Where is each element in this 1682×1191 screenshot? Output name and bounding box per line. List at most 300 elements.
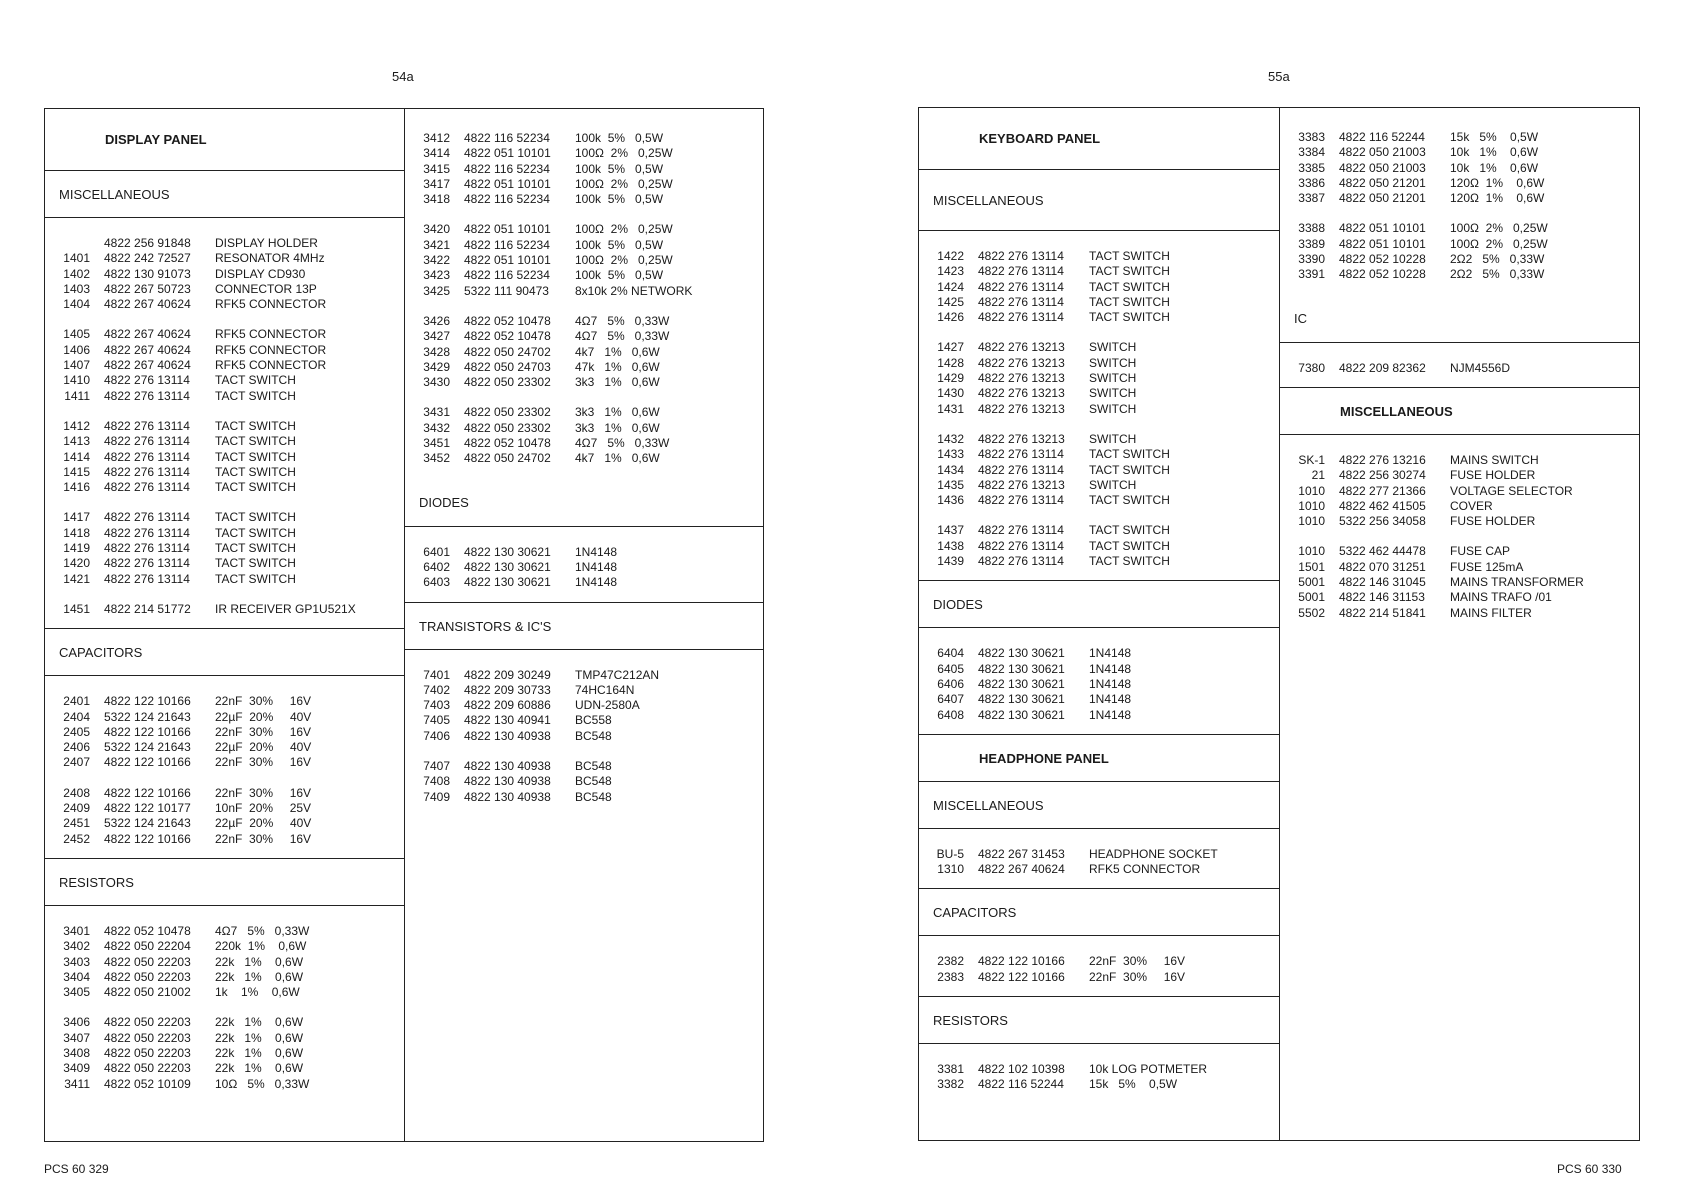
part-code: 4822 276 13114 (978, 554, 1064, 569)
part-row (45, 602, 404, 617)
part-row (919, 493, 1279, 508)
part-row (45, 434, 404, 449)
position-number: 3428 (423, 344, 450, 359)
part-description: 100Ω 2% 0,25W (575, 176, 673, 191)
part-code: 4822 130 30621 (464, 544, 551, 559)
part-code: 4822 214 51772 (104, 601, 191, 616)
position-number: 1424 (937, 279, 964, 294)
part-description: TACT SWITCH (215, 449, 296, 464)
part-description: TACT SWITCH (1089, 264, 1170, 279)
part-row (405, 545, 764, 560)
part-row (45, 572, 404, 587)
part-row (45, 267, 404, 282)
part-description: 1N4148 (575, 559, 618, 574)
part-description: TACT SWITCH (215, 434, 296, 449)
part-description: 100k 5% 0,5W (575, 131, 664, 145)
part-description: 1N4148 (575, 544, 618, 559)
part-row (1280, 221, 1640, 236)
position-number: 3452 (423, 451, 450, 466)
position-number: 1402 (63, 266, 90, 281)
part-description: SWITCH (1089, 355, 1137, 370)
position-number (45, 236, 90, 251)
part-row (45, 358, 404, 373)
part-code: 4822 052 10478 (104, 923, 191, 938)
part-code: 5322 462 44478 (1339, 544, 1426, 559)
position-number: 1437 (937, 523, 964, 538)
part-description: TACT SWITCH (1089, 279, 1170, 294)
part-code: 4822 050 22203 (104, 954, 191, 969)
part-description: BC558 (575, 713, 612, 728)
part-row (45, 556, 404, 571)
part-code: 4822 276 13114 (104, 418, 190, 433)
part-description: 10nF 20% 25V (215, 801, 312, 816)
part-code: 4822 050 22203 (104, 969, 191, 984)
part-code: 4822 050 23302 (464, 420, 551, 435)
part-description: TACT SWITCH (215, 418, 296, 433)
part-description: TACT SWITCH (1089, 493, 1170, 508)
part-row (1280, 267, 1640, 282)
part-row (919, 954, 1279, 969)
part-row (405, 131, 764, 146)
part-row (45, 1046, 404, 1061)
part-row (919, 646, 1279, 661)
part-row (919, 310, 1279, 325)
part-code: 4822 276 13114 (978, 279, 1064, 294)
part-description: 22nF 30% 16V (215, 831, 312, 846)
part-code: 4822 051 10101 (1339, 236, 1426, 251)
position-number: 3383 (1298, 130, 1325, 144)
section-header: MISCELLANEOUS (919, 169, 1279, 231)
position-number: 2382 (937, 954, 964, 969)
part-code: 4822 276 13114 (978, 294, 1064, 309)
section-body (919, 829, 1279, 890)
part-code: 4822 214 51841 (1339, 605, 1426, 620)
part-code: 4822 462 41505 (1339, 498, 1426, 513)
part-code: 4822 122 10166 (978, 954, 1065, 969)
part-row (45, 939, 404, 954)
part-description: 100k 5% 0,5W (575, 237, 664, 252)
section-header: RESISTORS (919, 996, 1279, 1044)
position-number: 1425 (937, 294, 964, 309)
position-number: 2452 (63, 831, 90, 846)
page-number-left: 54a (392, 69, 414, 84)
position-number: 1405 (63, 327, 90, 342)
left-page-column-1 (45, 109, 404, 1141)
part-code: 4822 122 10166 (104, 755, 191, 770)
part-description: DISPLAY HOLDER (215, 236, 318, 250)
position-number: 2409 (63, 801, 90, 816)
part-row (1280, 544, 1640, 559)
section-header: DISPLAY PANEL (45, 109, 404, 171)
position-number: 3422 (423, 253, 450, 268)
position-number: 1010 (1298, 514, 1325, 529)
part-code: 4822 276 13114 (978, 310, 1064, 325)
part-row (405, 683, 764, 698)
part-description: BC548 (575, 774, 612, 789)
part-description: TACT SWITCH (215, 388, 296, 403)
position-number: 1423 (937, 264, 964, 279)
part-code: 4822 276 13114 (104, 449, 190, 464)
part-code: 4822 122 10166 (978, 969, 1065, 984)
part-row (1280, 560, 1640, 575)
part-code: 4822 052 10478 (464, 329, 551, 344)
parts-group (919, 954, 1279, 985)
parts-group (405, 668, 764, 744)
part-row (45, 924, 404, 939)
part-description: 120Ω 1% 0,6W (1450, 191, 1545, 206)
part-description: SWITCH (1089, 431, 1137, 446)
part-code: 4822 276 13213 (978, 355, 1065, 370)
part-description: 100k 5% 0,5W (575, 268, 664, 283)
part-code: 4822 050 21201 (1339, 191, 1426, 206)
section-header: MISCELLANEOUS (919, 781, 1279, 829)
position-number: 3429 (423, 359, 450, 374)
part-code: 4822 276 13213 (978, 477, 1065, 492)
position-number: 1428 (937, 355, 964, 370)
part-code: 4822 050 22203 (104, 1061, 191, 1076)
footer-left: PCS 60 329 (44, 1162, 109, 1176)
part-row (919, 249, 1279, 264)
position-number: 3425 (423, 283, 450, 298)
part-row (919, 1077, 1279, 1092)
part-row (405, 284, 764, 299)
part-row (405, 177, 764, 192)
part-code: 4822 276 13114 (104, 464, 190, 479)
part-description: NJM4556D (1450, 360, 1511, 375)
section-body (45, 218, 404, 629)
position-number: 6406 (937, 676, 964, 691)
part-row (405, 759, 764, 774)
position-number: 3411 (64, 1076, 90, 1091)
section-body (919, 628, 1279, 734)
part-code: 4822 276 13114 (104, 510, 190, 525)
part-code: 4822 276 13213 (978, 431, 1065, 446)
part-description: RFK5 CONNECTOR (215, 342, 327, 357)
part-description: TACT SWITCH (1089, 249, 1170, 263)
part-code: 4822 130 30621 (978, 676, 1065, 691)
part-row (45, 236, 404, 251)
part-code: 5322 111 90473 (464, 283, 549, 298)
parts-group (1280, 221, 1640, 282)
part-row (405, 345, 764, 360)
part-row (45, 282, 404, 297)
part-code: 4822 267 31453 (978, 846, 1065, 861)
position-number: 1420 (63, 556, 90, 571)
position-number: BU-5 (936, 846, 964, 861)
section-body (405, 109, 764, 479)
parts-group (1280, 544, 1640, 620)
part-code: 4822 130 30621 (978, 692, 1065, 707)
part-code: 4822 130 40941 (464, 713, 551, 728)
position-number: 7409 (423, 789, 450, 804)
part-code: 5322 124 21643 (104, 816, 191, 831)
part-row (919, 402, 1279, 417)
position-number: 1435 (937, 477, 964, 492)
position-number: 1501 (1298, 559, 1325, 574)
section-header: IC (1280, 295, 1640, 343)
part-code: 4822 209 30733 (464, 682, 551, 697)
part-code: 4822 116 52234 (464, 161, 550, 176)
part-code: 4822 276 13114 (978, 447, 1064, 462)
parts-group (45, 419, 404, 495)
part-description: TACT SWITCH (1089, 538, 1170, 553)
part-code: 4822 276 13213 (978, 386, 1065, 401)
parts-list-page-left (44, 108, 764, 1142)
part-description: TACT SWITCH (1089, 523, 1170, 538)
part-row (405, 192, 764, 207)
part-description: FUSE 125mA (1450, 559, 1524, 574)
part-code: 4822 052 10478 (464, 436, 551, 451)
position-number: 1433 (937, 447, 964, 462)
parts-group (919, 249, 1279, 325)
part-description: FUSE HOLDER (1450, 514, 1536, 529)
part-code: 4822 050 22203 (104, 1015, 191, 1030)
part-row (1280, 145, 1640, 160)
part-description: VOLTAGE SELECTOR (1450, 483, 1573, 498)
part-code: 4822 256 91848 (104, 236, 191, 250)
part-row (405, 222, 764, 237)
part-description: 120Ω 1% 0,6W (1450, 175, 1545, 190)
part-description: 22nF 30% 16V (1089, 954, 1186, 969)
part-row (919, 356, 1279, 371)
part-row (405, 451, 764, 466)
part-row (1280, 453, 1640, 468)
part-row (919, 386, 1279, 401)
part-code: 4822 122 10166 (104, 831, 191, 846)
part-row (405, 668, 764, 683)
part-description: UDN-2580A (575, 698, 640, 713)
part-code: 4822 130 30621 (978, 707, 1065, 722)
position-number: 6405 (937, 661, 964, 676)
part-code: 4822 276 13216 (1339, 452, 1426, 467)
position-number: 3431 (423, 405, 450, 420)
part-description: 15k 5% 0,5W (1450, 130, 1539, 144)
part-description: 2Ω2 5% 0,33W (1450, 252, 1545, 267)
part-description: 22nF 30% 16V (215, 724, 312, 739)
page-number-right: 55a (1268, 69, 1290, 84)
parts-group (45, 1015, 404, 1091)
position-number: 1010 (1298, 498, 1325, 513)
part-row (919, 692, 1279, 707)
part-code: 4822 209 60886 (464, 698, 551, 713)
position-number: 6401 (423, 544, 450, 559)
part-description: 2Ω2 5% 0,33W (1450, 267, 1545, 282)
part-row (919, 280, 1279, 295)
parts-group (405, 222, 764, 298)
part-code: 4822 122 10166 (104, 724, 191, 739)
part-description: SWITCH (1089, 386, 1137, 401)
position-number: 2408 (63, 785, 90, 800)
position-number: 3385 (1298, 160, 1325, 175)
parts-group (45, 602, 404, 617)
position-number: 2404 (63, 709, 90, 724)
parts-group (405, 759, 764, 805)
part-description: HEADPHONE SOCKET (1089, 846, 1218, 861)
part-row (919, 463, 1279, 478)
part-description: 10Ω 5% 0,33W (215, 1076, 310, 1091)
position-number: 3451 (423, 436, 450, 451)
part-code: 4822 276 13114 (978, 462, 1064, 477)
position-number: 7401 (423, 667, 450, 682)
part-description: 10k 1% 0,6W (1450, 160, 1539, 175)
part-row (45, 816, 404, 831)
part-code: 4822 051 10101 (464, 253, 551, 268)
footer-right: PCS 60 330 (1557, 1162, 1622, 1176)
part-row (405, 421, 764, 436)
section-body (919, 936, 1279, 997)
part-code: 4822 052 10109 (104, 1076, 191, 1091)
position-number: 2407 (63, 755, 90, 770)
part-row (405, 560, 764, 575)
position-number: 5001 (1298, 575, 1325, 590)
parts-group (45, 510, 404, 586)
part-description: 22k 1% 0,6W (215, 969, 304, 984)
part-description: 22µF 20% 40V (215, 740, 312, 755)
part-description: FUSE HOLDER (1450, 468, 1536, 483)
section-header: TRANSISTORS & IC'S (405, 602, 764, 650)
part-row (1280, 514, 1640, 529)
position-number: 2406 (63, 740, 90, 755)
part-row (405, 253, 764, 268)
part-description: 22µF 20% 40V (215, 816, 312, 831)
position-number: 3423 (423, 268, 450, 283)
left-page-column-2 (405, 109, 764, 1141)
part-row (919, 847, 1279, 862)
part-description: 3k3 1% 0,6W (575, 405, 660, 420)
part-code: 4822 116 52234 (464, 131, 550, 145)
part-description: 220k 1% 0,6W (215, 939, 307, 954)
part-code: 4822 276 13114 (104, 541, 190, 556)
part-description: 10k 1% 0,6W (1450, 145, 1539, 160)
section-body (405, 527, 764, 603)
part-description: SWITCH (1089, 340, 1137, 355)
section-header: MISCELLANEOUS (1280, 387, 1640, 435)
position-number: 2383 (937, 969, 964, 984)
part-description: RFK5 CONNECTOR (215, 297, 327, 312)
part-row (405, 790, 764, 805)
part-description: 22k 1% 0,6W (215, 1061, 304, 1076)
position-number: 3403 (63, 954, 90, 969)
part-row (1280, 606, 1640, 621)
part-row (45, 801, 404, 816)
part-code: 4822 256 30274 (1339, 468, 1426, 483)
part-code: 4822 130 30621 (978, 661, 1065, 676)
part-code: 4822 050 24702 (464, 344, 551, 359)
part-code: 4822 276 13114 (978, 249, 1064, 263)
part-code: 4822 050 21002 (104, 985, 191, 1000)
part-description: BC548 (575, 759, 612, 774)
part-row (45, 725, 404, 740)
position-number: 1427 (937, 340, 964, 355)
position-number: 3432 (423, 420, 450, 435)
position-number: SK-1 (1298, 452, 1325, 467)
part-row (45, 251, 404, 266)
part-description: DISPLAY CD930 (215, 266, 306, 281)
part-description: 100Ω 2% 0,25W (1450, 221, 1548, 236)
part-code: 4822 052 10478 (464, 313, 551, 328)
position-number: 1419 (63, 541, 90, 556)
part-description: MAINS FILTER (1450, 605, 1532, 620)
part-code: 4822 130 30621 (464, 575, 551, 590)
part-code: 4822 276 13114 (104, 434, 190, 449)
part-description: 22k 1% 0,6W (215, 1030, 304, 1045)
part-row (405, 329, 764, 344)
part-code: 4822 276 13114 (104, 571, 190, 586)
parts-group (919, 1062, 1279, 1093)
parts-list-page-right (918, 107, 1640, 1141)
part-row (45, 327, 404, 342)
part-description: TACT SWITCH (1089, 294, 1170, 309)
position-number: 3430 (423, 375, 450, 390)
part-code: 4822 276 13114 (978, 264, 1064, 279)
part-code: 4822 116 52244 (1339, 130, 1425, 144)
part-code: 4822 052 10228 (1339, 267, 1426, 282)
position-number: 7407 (423, 759, 450, 774)
part-row (45, 1015, 404, 1030)
part-code: 4822 276 13114 (104, 525, 190, 540)
part-code: 4822 276 13114 (104, 480, 190, 495)
parts-group (45, 786, 404, 847)
part-row (919, 371, 1279, 386)
part-row (45, 970, 404, 985)
section-header: CAPACITORS (919, 888, 1279, 936)
parts-group (45, 327, 404, 403)
part-description: RESONATOR 4MHz (215, 251, 325, 266)
part-row (45, 343, 404, 358)
part-code: 4822 052 10228 (1339, 252, 1426, 267)
part-code: 4822 051 10101 (1339, 221, 1426, 236)
part-row (45, 389, 404, 404)
right-page-column-2 (1280, 108, 1640, 1140)
position-number: 1411 (64, 388, 90, 403)
part-row (45, 786, 404, 801)
position-number: 1431 (937, 401, 964, 416)
position-number: 1422 (937, 249, 964, 263)
position-number: 7408 (423, 774, 450, 789)
part-description: TACT SWITCH (215, 571, 296, 586)
part-row (405, 314, 764, 329)
position-number: 1403 (63, 281, 90, 296)
part-row (45, 541, 404, 556)
part-description: CONNECTOR 13P (215, 281, 317, 296)
part-code: 4822 122 10177 (104, 801, 191, 816)
part-code: 4822 277 21366 (1339, 483, 1426, 498)
part-code: 4822 276 13114 (978, 538, 1064, 553)
part-code: 4822 276 13213 (978, 401, 1065, 416)
part-code: 4822 276 13114 (978, 493, 1064, 508)
part-description: 4Ω7 5% 0,33W (575, 436, 670, 451)
part-row (919, 340, 1279, 355)
section-body (919, 1044, 1279, 1105)
part-description: 22nF 30% 16V (1089, 969, 1186, 984)
position-number: 3405 (63, 985, 90, 1000)
part-description: 22nF 30% 16V (215, 785, 312, 800)
section-body (45, 676, 404, 859)
part-row (45, 832, 404, 847)
parts-group (919, 340, 1279, 416)
position-number: 3421 (423, 237, 450, 252)
part-code: 5322 256 34058 (1339, 514, 1426, 529)
position-number: 1439 (937, 554, 964, 569)
part-row (45, 297, 404, 312)
parts-group (45, 236, 404, 312)
position-number: 7406 (423, 728, 450, 743)
parts-group (1280, 130, 1640, 206)
position-number: 1429 (937, 371, 964, 386)
part-description: 1N4148 (1089, 646, 1132, 661)
part-row (45, 1061, 404, 1076)
position-number: 1010 (1298, 544, 1325, 559)
